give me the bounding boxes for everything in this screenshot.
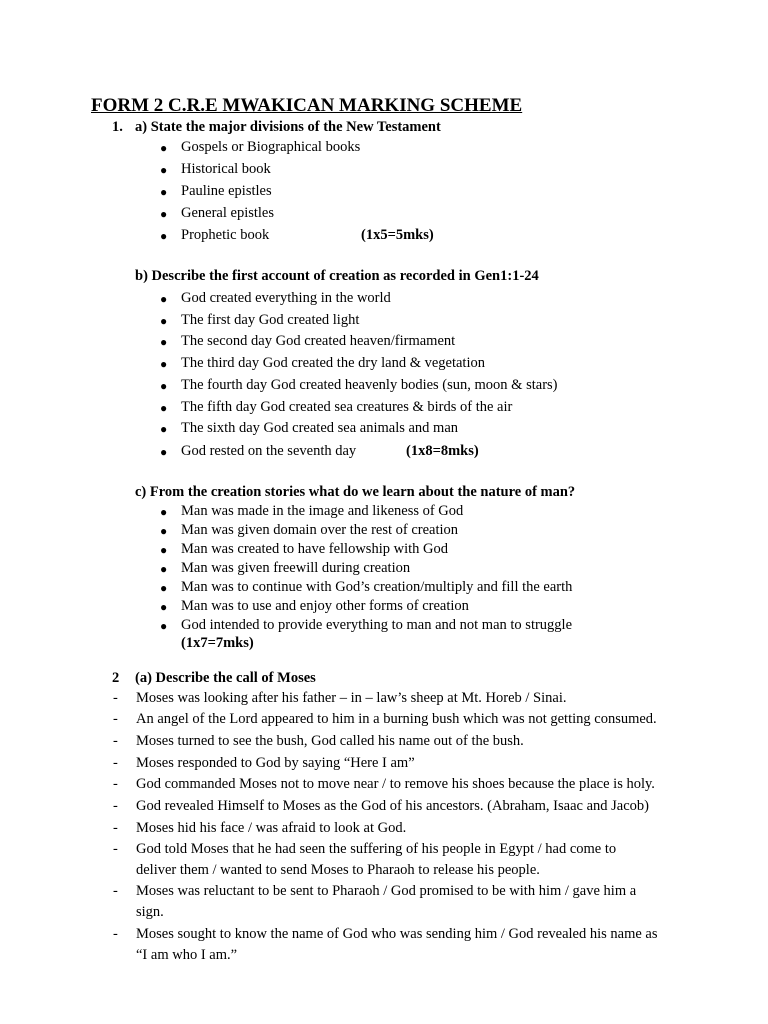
question-heading: c) From the creation stories what do we learn about the nature of man? (135, 484, 576, 500)
list-item-continuation: “I am who I am.” (136, 947, 238, 963)
bullet-icon: ● (160, 600, 168, 614)
dash-bullet: - (113, 841, 118, 857)
dash-bullet: - (113, 755, 118, 771)
bullet-icon: ● (160, 207, 168, 221)
list-item: Gospels or Biographical books (181, 139, 361, 155)
list-item: Man was made in the image and likeness of God (181, 503, 464, 519)
bullet-icon: ● (160, 185, 168, 199)
list-item: God created everything in the world (181, 290, 391, 306)
list-item: Prophetic book (181, 227, 270, 243)
bullet-icon: ● (160, 292, 168, 306)
dash-bullet: - (113, 711, 118, 727)
question-heading: a) State the major divisions of the New Testament (135, 119, 441, 135)
list-item: God told Moses that he had seen the suffering of his people in Egypt / had come to (136, 841, 617, 857)
question-number: 1. (112, 119, 123, 135)
dash-bullet: - (113, 883, 118, 899)
bullet-icon: ● (160, 335, 168, 349)
list-item: Moses sought to know the name of God who was sending him / God revealed his name as (136, 926, 658, 942)
page-title: FORM 2 C.R.E MWAKICAN MARKING SCHEME (91, 95, 523, 116)
dash-bullet: - (113, 926, 118, 942)
list-item: Moses turned to see the bush, God called his name out of the bush. (136, 733, 524, 749)
marks-label: (1x7=7mks) (181, 635, 254, 651)
list-item-continuation: deliver them / wanted to send Moses to Pharaoh to release his people. (136, 862, 540, 878)
bullet-icon: ● (160, 505, 168, 519)
bullet-icon: ● (160, 445, 168, 459)
bullet-icon: ● (160, 141, 168, 155)
dash-bullet: - (113, 776, 118, 792)
bullet-icon: ● (160, 524, 168, 538)
bullet-icon: ● (160, 379, 168, 393)
list-item: God commanded Moses not to move near / to remove his shoes because the place is holy. (136, 776, 655, 792)
bullet-icon: ● (160, 314, 168, 328)
list-item: God revealed Himself to Moses as the God of his ancestors. (Abraham, Isaac and Jacob) (136, 798, 649, 814)
list-item: Moses was reluctant to be sent to Pharaoh / God promised to be with him / gave him a (136, 883, 637, 899)
list-item: An angel of the Lord appeared to him in a burning bush which was not getting consumed. (136, 711, 657, 727)
list-item: The first day God created light (181, 312, 360, 328)
list-item: General epistles (181, 205, 275, 221)
list-item: God rested on the seventh day (181, 443, 357, 459)
list-item: The fifth day God created sea creatures & birds of the air (181, 399, 513, 415)
bullet-icon: ● (160, 163, 168, 177)
list-item-continuation: sign. (136, 904, 164, 920)
list-item: God intended to provide everything to man and not man to struggle (181, 617, 573, 633)
list-item: Moses hid his face / was afraid to look at God. (136, 820, 407, 836)
dash-bullet: - (113, 733, 118, 749)
list-item: Man was given domain over the rest of creation (181, 522, 459, 538)
dash-bullet: - (113, 690, 118, 706)
list-item: Moses was looking after his father – in – law’s sheep at Mt. Horeb / Sinai. (136, 690, 567, 706)
list-item: Man was to continue with God’s creation/multiply and fill the earth (181, 579, 573, 595)
list-item: The third day God created the dry land & vegetation (181, 355, 485, 371)
list-item: Man was created to have fellowship with God (181, 541, 448, 557)
dash-bullet: - (113, 798, 118, 814)
bullet-icon: ● (160, 422, 168, 436)
marks-label: (1x8=8mks) (406, 443, 479, 459)
bullet-icon: ● (160, 229, 168, 243)
bullet-icon: ● (160, 401, 168, 415)
list-item: Historical book (181, 161, 271, 177)
list-item: The sixth day God created sea animals and man (181, 420, 459, 436)
list-item: Moses responded to God by saying “Here I am” (136, 755, 415, 771)
question-heading: b) Describe the first account of creation as recorded in Gen1:1-24 (135, 268, 539, 284)
question-heading: (a) Describe the call of Moses (135, 670, 316, 686)
bullet-icon: ● (160, 562, 168, 576)
bullet-icon: ● (160, 619, 168, 633)
dash-bullet: - (113, 820, 118, 836)
question-number: 2 (112, 670, 120, 686)
list-item: Man was given freewill during creation (181, 560, 411, 576)
list-item: Pauline epistles (181, 183, 272, 199)
list-item: The second day God created heaven/firmament (181, 333, 456, 349)
list-item: Man was to use and enjoy other forms of creation (181, 598, 469, 614)
bullet-icon: ● (160, 581, 168, 595)
marks-label: (1x5=5mks) (361, 227, 434, 243)
bullet-icon: ● (160, 543, 168, 557)
bullet-icon: ● (160, 357, 168, 371)
list-item: The fourth day God created heavenly bodies (sun, moon & stars) (181, 377, 558, 393)
